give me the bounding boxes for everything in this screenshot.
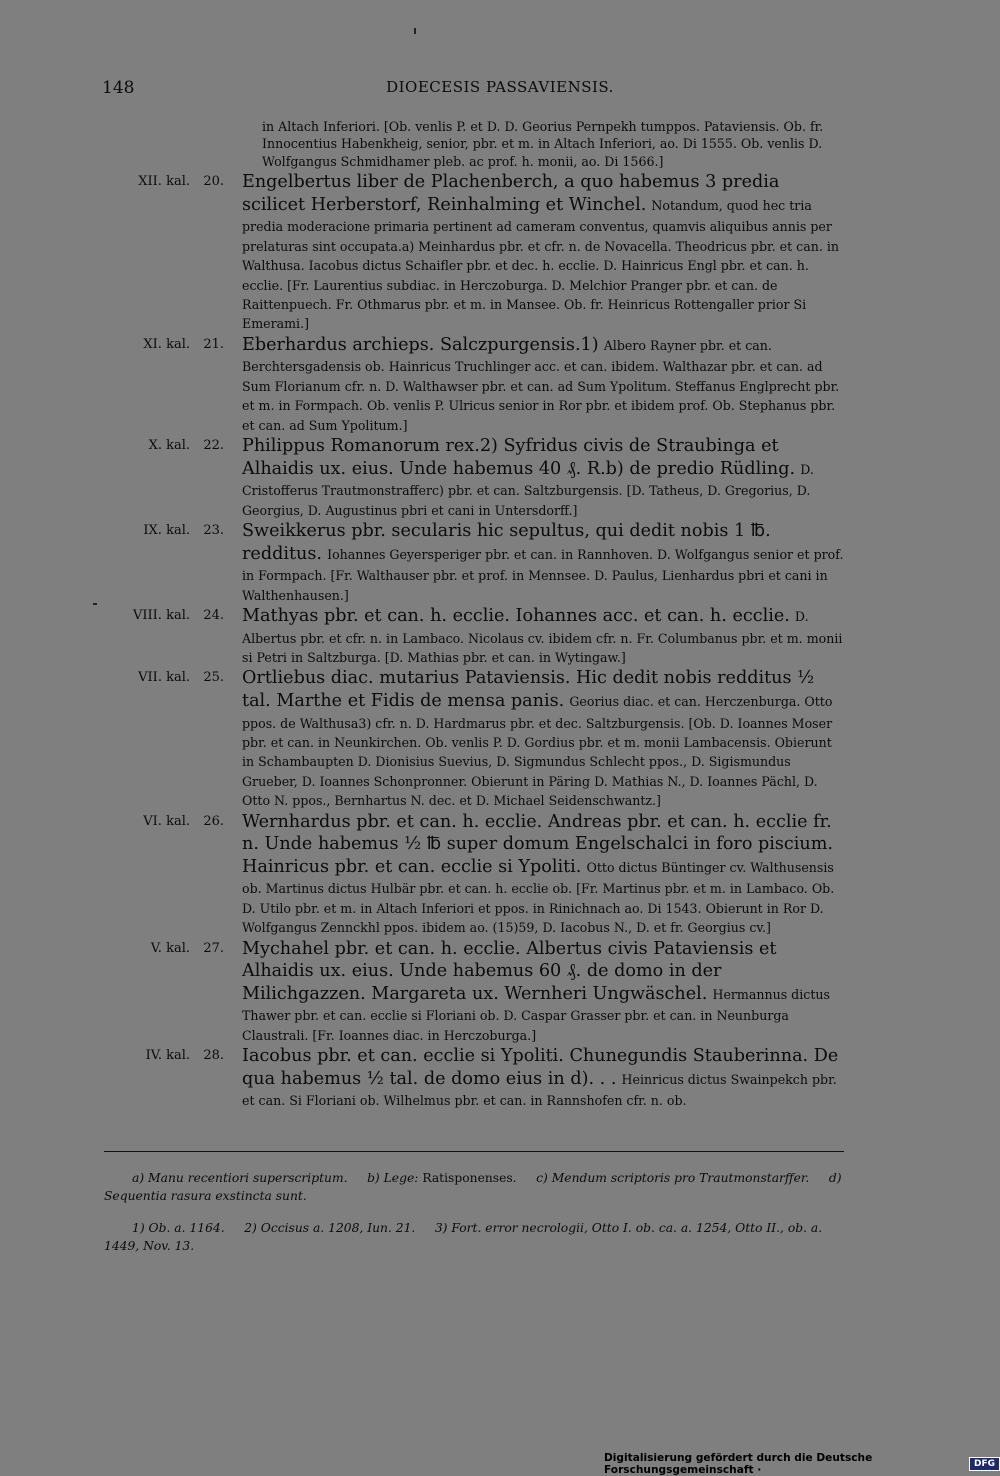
entry-day: 27. — [203, 940, 224, 956]
entry-day: 28. — [203, 1048, 224, 1064]
entry-day: 24. — [203, 608, 224, 624]
entry-date: IX. kal. — [143, 523, 190, 539]
entry — [104, 667, 844, 809]
footnote-b-word: Ratisponenses. — [422, 1171, 517, 1185]
entry-date: XI. kal. — [143, 336, 190, 352]
entry — [104, 171, 844, 333]
entry-day: 23. — [203, 523, 224, 539]
entry-date: V. kal. — [150, 940, 190, 956]
footnote-1: 1) Ob. a. 1164. — [132, 1221, 225, 1235]
entry-date: XII. kal. — [138, 174, 190, 190]
entry-notes: Iohannes Geyersperiger pbr. et can. in Rannhoven. D. Wolfgangus senior et prof. in Formpach. [Fr. Walthauser pbr. et prof. in Mennsee. D. Paulus, Lienhardus pbri et cani in Walthenhausen.] — [242, 546, 844, 603]
entry-main-text: Iacobus pbr. et can. ecclie si Ypoliti. Chunegundis Stauberinna. De qua habemus ½ tal. de domo eius in d). . . — [242, 1046, 839, 1089]
footnote-d: d) Sequentia rasura exstincta sunt. — [104, 1171, 842, 1203]
entry-day: 25. — [203, 670, 224, 686]
footnote-2: 2) Occisus a. 1208, Iun. 21. — [244, 1221, 416, 1235]
entry — [104, 520, 844, 604]
entry-notes: D. Albertus pbr. et cfr. n. in Lambaco. Nicolaus cv. ibidem cfr. n. Fr. Columbanus pbr. et m. monii si Petri in Saltzburga. [D. Mathias pbr. et can. in Wytingaw.] — [242, 609, 843, 666]
page-number: 148 — [102, 78, 135, 98]
entry-notes: Albero Rayner pbr. et can. Berchtersgadensis ob. Hainricus Truchlinger acc. et can. ibidem. Walthazar pbr. et can. ad Sum Florianum cfr. n. D. Walthawser pbr. et can. ad Sum Ypolitum. Steffanus Englprecht pbr. et m. in Formpach. Ob. venlis P. Ulricus senior in Ror pbr. et ibidem prof. Ob. Stephanus pbr. et can. ad Sum Ypolitum.] — [242, 337, 840, 433]
entry-day: 21. — [203, 336, 224, 352]
entry-main-text: Mathyas pbr. et can. h. ecclie. Iohannes acc. et can. h. ecclie. — [242, 606, 790, 627]
entry-day: 20. — [203, 174, 224, 190]
entry-main-text: Eberhardus archieps. Salczpurgensis.1) — [242, 334, 599, 355]
footnote-a: a) Manu recentiori superscriptum. — [132, 1171, 348, 1185]
credit-text: Digitalisierung gefördert durch die Deutsche Forschungsgemeinschaft · — [604, 1451, 873, 1476]
entry — [104, 334, 844, 434]
entry-main-text: Philippus Romanorum rex.2) Syfridus civis de Straubinga et Alhaidis ux. eius. Unde habemus 40 ₰. R.b) de predio Rüdling. — [242, 436, 796, 479]
entry-notes: Hermannus dictus Thawer pbr. et can. ecclie si Floriani ob. D. Caspar Grasser pbr. et can. in Neunburga Claustrali. [Fr. Ioannes diac. in Herczoburga.] — [242, 986, 830, 1043]
scan-mark — [93, 603, 97, 605]
dfg-logo: DFG — [969, 1457, 1000, 1471]
entry-notes: Heinricus dictus Swainpekch pbr. et can. Si Floriani ob. Wilhelmus pbr. et can. in Rannshofen cfr. n. ob. — [242, 1071, 837, 1109]
entry-notes: Otto dictus Büntinger cv. Walthusensis ob. Martinus dictus Hulbär pbr. et can. h. ecclie ob. [Fr. Martinus pbr. et m. in Lambaco. Ob. D. Utilo pbr. et m. in Altach Inferiori et ppos. in Rinichnach ao. Di 1543. Obierunt in Ror D. Wolfgangus Zennckhl ppos. ibidem ao. (15)59, D. Iacobus N., D. et fr. Georgius cv.] — [242, 859, 835, 936]
entry — [104, 605, 844, 666]
footnote-letter-block — [104, 1169, 844, 1205]
footnote-3: 3) Fort. error necrologii, Otto I. ob. ca. a. 1254, Otto II., ob. a. 1449, Nov. 13. — [104, 1221, 823, 1253]
entry — [104, 811, 844, 937]
entry-notes: Notandum, quod hec tria predia moderacione primaria pertinent ad cameram conventus, quamvis aliquibus annis per prelaturas sint occupata.a) Meinhardus pbr. et cfr. n. de Novacella. Theodricus pbr. et can. in Walthusa. Iacobus dictus Schaifler pbr. et dec. h. ecclie. D. Hainricus Engl pbr. et can. h. ecclie. [Fr. Laurentius subdiac. in Herczoburga. D. Melchior Pranger pbr. et can. de Raittenpuech. Fr. Othmarus pbr. et m. in Mansee. Ob. fr. Heinricus Rottengaller prior Si Emerami.] — [242, 197, 839, 332]
running-title: DIOECESIS PASSAVIENSIS. — [386, 78, 614, 96]
entry-date: VII. kal. — [138, 670, 190, 686]
entry-main-text: Sweikkerus pbr. secularis hic sepultus, qui dedit nobis 1 ℔. redditus. — [242, 521, 771, 564]
entry-main-text: Ortliebus diac. mutarius Pataviensis. Hic dedit nobis redditus ½ tal. Marthe et Fidis de mensa panis. — [242, 668, 815, 712]
entry — [104, 435, 844, 519]
entry-main-text: Mychahel pbr. et can. h. ecclie. Albertus civis Pataviensis et Alhaidis ux. eius. Unde habemus 60 ₰. de domo in der Milichgazzen. Margareta ux. Wernheri Ungwäschel. — [242, 938, 777, 1004]
entry-day: 26. — [203, 813, 224, 829]
entry-day: 22. — [203, 438, 224, 454]
footnotes — [104, 1169, 844, 1269]
footnote-b-label: b) Lege: — [367, 1171, 419, 1185]
entry — [104, 938, 844, 1045]
entry-main-text: Wernhardus pbr. et can. h. ecclie. Andreas pbr. et can. h. ecclie fr. n. Unde habemus ½ ℔ super domum Engelschalci in foro piscium. Hainricus pbr. et can. ecclie si Ypoliti. — [242, 811, 834, 877]
footnote-divider — [104, 1151, 844, 1152]
intro-paragraph: in Altach Inferiori. [Ob. venlis P. et D. D. Georius Pernpekh tumppos. Pataviensis. Ob. fr. Innocentius Habenkheig, senior, pbr. et m. in Altach Inferiori, ao. Di 1555. Ob. venlis D. Wolfgangus Schmidhamer pleb. ac prof. h. monii, ao. Di 1566.] — [262, 119, 824, 169]
necrology-text — [104, 118, 844, 1110]
scan-mark — [414, 28, 416, 34]
entry-main-text: Engelbertus liber de Plachenberch, a quo habemus 3 predia scilicet Herberstorf, Reinhalming et Winchel. — [242, 172, 780, 215]
entry-notes: Georius diac. et can. Herczenburga. Otto ppos. de Walthusa3) cfr. n. D. Hardmarus pbr. et dec. Saltzburgensis. [Ob. D. Ioannes Moser pbr. et can. in Neunkirchen. Ob. venlis P. D. Gordius pbr. et m. monii Lambacensis. Obierunt in Schambaupten D. Dionisius Suevius, D. Sigmundus Schlecht ppos., D. Sigismundus Grueber, D. Ioannes Schonpronner. Obierunt in Päring D. Mathias N., D. Ioannes Pächl, D. Otto N. ppos., Bernhartus N. dec. et D. Michael Seidenschwantz.] — [242, 694, 833, 809]
entry-date: VIII. kal. — [133, 608, 190, 624]
entry-date: VI. kal. — [143, 813, 190, 829]
footnote-number-block — [104, 1219, 844, 1255]
entry-date: X. kal. — [148, 438, 190, 454]
entry-date: IV. kal. — [145, 1048, 190, 1064]
page-header — [0, 78, 1000, 104]
digitization-credit — [604, 1451, 1000, 1476]
entry — [104, 1045, 844, 1110]
footnote-c: c) Mendum scriptoris pro Trautmonstarffer. — [536, 1171, 810, 1185]
entry-notes: D. Cristofferus Trautmonstrafferc) pbr. et can. Saltzburgensis. [D. Tatheus, D. Gregorius, D. Georgius, D. Augustinus pbri et cani in Untersdorff.] — [242, 461, 814, 518]
